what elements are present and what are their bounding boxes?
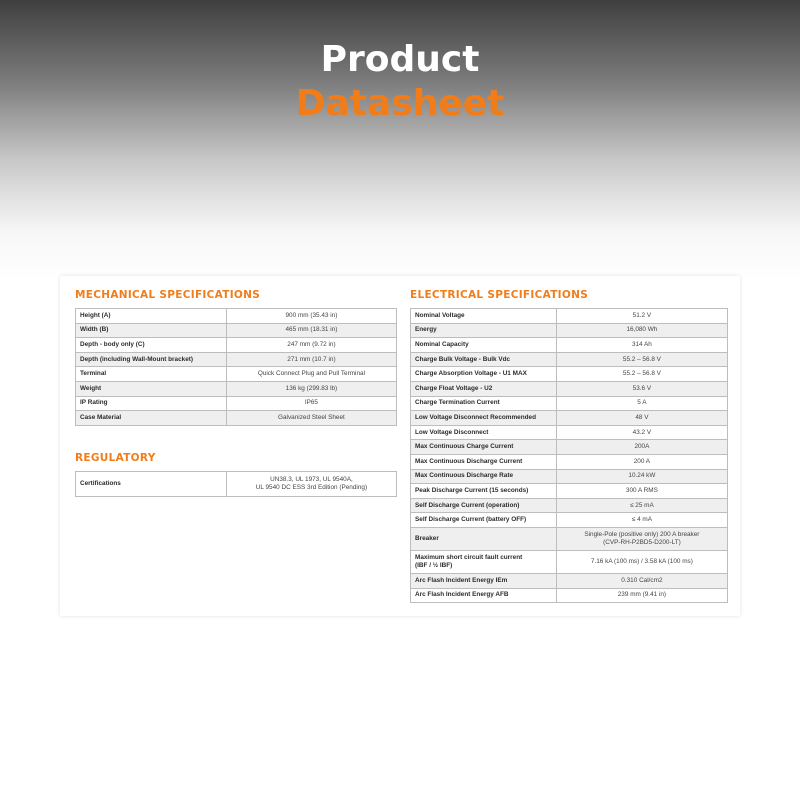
spec-label: Low Voltage Disconnect Recommended (411, 411, 557, 426)
spec-value: 200 A (556, 454, 727, 469)
datasheet-panel (60, 276, 740, 616)
spec-value-line: UN38.3, UL 1973, UL 9540A, (270, 475, 353, 483)
spec-label: Peak Discharge Current (15 seconds) (411, 484, 557, 499)
spec-label: Max Continuous Discharge Current (411, 454, 557, 469)
electrical-specs-title: ELECTRICAL SPECIFICATIONS (410, 289, 589, 301)
left-column (75, 276, 397, 497)
spec-value: 10.24 kW (556, 469, 727, 484)
table-row (76, 323, 397, 338)
electrical-specs-table (410, 308, 728, 603)
spec-label: Self Discharge Current (operation) (411, 498, 557, 513)
table-row (411, 469, 728, 484)
spec-label: Nominal Voltage (411, 309, 557, 324)
table-row (76, 396, 397, 411)
table-row (76, 471, 397, 496)
spec-label: Height (A) (76, 309, 227, 324)
spec-label: Breaker (411, 527, 557, 550)
spec-value: 300 A RMS (556, 484, 727, 499)
spec-label: Nominal Capacity (411, 338, 557, 353)
spec-value: 465 mm (18.31 in) (226, 323, 396, 338)
spec-label: Certifications (76, 471, 227, 496)
spec-value (556, 527, 727, 550)
spec-value: Quick Connect Plug and Pull Terminal (226, 367, 396, 382)
spec-label: Arc Flash Incident Energy IEm (411, 573, 557, 588)
spec-label: IP Rating (76, 396, 227, 411)
spec-label: Depth - body only (C) (76, 338, 227, 353)
mechanical-specs-title: MECHANICAL SPECIFICATIONS (75, 289, 261, 301)
table-row (411, 396, 728, 411)
spec-value: 43.2 V (556, 425, 727, 440)
spec-value-line: Single-Pole (positive only) 200 A breaker (584, 530, 700, 538)
table-row (411, 367, 728, 382)
spec-label-line: Maximum short circuit fault current (415, 553, 523, 561)
spec-label: Width (B) (76, 323, 227, 338)
spec-label: Depth (including Wall-Mount bracket) (76, 352, 227, 367)
spec-label: Self Discharge Current (battery OFF) (411, 513, 557, 528)
table-row (76, 411, 397, 426)
spec-value: 900 mm (35.43 in) (226, 309, 396, 324)
table-row (76, 367, 397, 382)
table-row (411, 573, 728, 588)
hero-title-line2: Datasheet (295, 83, 505, 124)
spec-label: Arc Flash Incident Energy AFB (411, 588, 557, 603)
spec-value: 16,080 Wh (556, 323, 727, 338)
spec-value: 271 mm (10.7 in) (226, 352, 396, 367)
hero-title (0, 38, 800, 126)
table-row (411, 454, 728, 469)
right-column (410, 276, 728, 603)
spec-value: 51.2 V (556, 309, 727, 324)
spec-value: 314 Ah (556, 338, 727, 353)
spec-label: Terminal (76, 367, 227, 382)
spec-label (411, 550, 557, 573)
spec-label: Low Voltage Disconnect (411, 425, 557, 440)
spec-value: IP65 (226, 396, 396, 411)
table-row (411, 527, 728, 550)
table-row (76, 309, 397, 324)
spec-value: 5 A (556, 396, 727, 411)
spec-value: 53.6 V (556, 381, 727, 396)
table-row (411, 484, 728, 499)
spec-value: 0.310 Cal/cm2 (556, 573, 727, 588)
spec-value: 136 kg (299.83 lb) (226, 381, 396, 396)
spec-value: 247 mm (9.72 in) (226, 338, 396, 353)
spec-label: Charge Bulk Voltage - Bulk Vdc (411, 352, 557, 367)
spec-label: Charge Float Voltage - U2 (411, 381, 557, 396)
table-row (411, 440, 728, 455)
spec-value: Galvanized Steel Sheet (226, 411, 396, 426)
table-row (411, 513, 728, 528)
table-row (411, 338, 728, 353)
spec-value: 239 mm (9.41 in) (556, 588, 727, 603)
spec-label-line: (IBF / ½ IBF) (415, 561, 453, 569)
spec-value: 200A (556, 440, 727, 455)
mechanical-specs-table (75, 308, 397, 426)
spec-label: Charge Absorption Voltage - U1 MAX (411, 367, 557, 382)
table-row (76, 381, 397, 396)
spec-value: 48 V (556, 411, 727, 426)
spec-value: ≤ 4 mA (556, 513, 727, 528)
table-row (411, 309, 728, 324)
spec-value: 55.2 – 56.8 V (556, 367, 727, 382)
spec-label: Max Continuous Discharge Rate (411, 469, 557, 484)
table-row (411, 323, 728, 338)
table-row (411, 588, 728, 603)
spec-label: Max Continuous Charge Current (411, 440, 557, 455)
spec-label: Charge Termination Current (411, 396, 557, 411)
spec-value: 7.16 kA (100 ms) / 3.58 kA (100 ms) (556, 550, 727, 573)
spec-value-line: (CVP-RH-P2BD5-D200-LT) (603, 538, 681, 546)
regulatory-table (75, 471, 397, 497)
spec-label: Case Material (76, 411, 227, 426)
table-row (411, 425, 728, 440)
spec-value-line: UL 9540 DC ESS 3rd Edition (Pending) (255, 483, 368, 491)
regulatory-title: REGULATORY (75, 451, 156, 464)
table-row (411, 411, 728, 426)
spec-label: Weight (76, 381, 227, 396)
table-row (411, 352, 728, 367)
table-row (76, 338, 397, 353)
table-row (76, 352, 397, 367)
spec-value (226, 471, 396, 496)
table-row (411, 550, 728, 573)
table-row (411, 498, 728, 513)
table-row (411, 381, 728, 396)
spec-label: Energy (411, 323, 557, 338)
hero-title-line1: Product (320, 39, 480, 80)
spec-value: ≤ 25 mA (556, 498, 727, 513)
spec-value: 55.2 – 56.8 V (556, 352, 727, 367)
